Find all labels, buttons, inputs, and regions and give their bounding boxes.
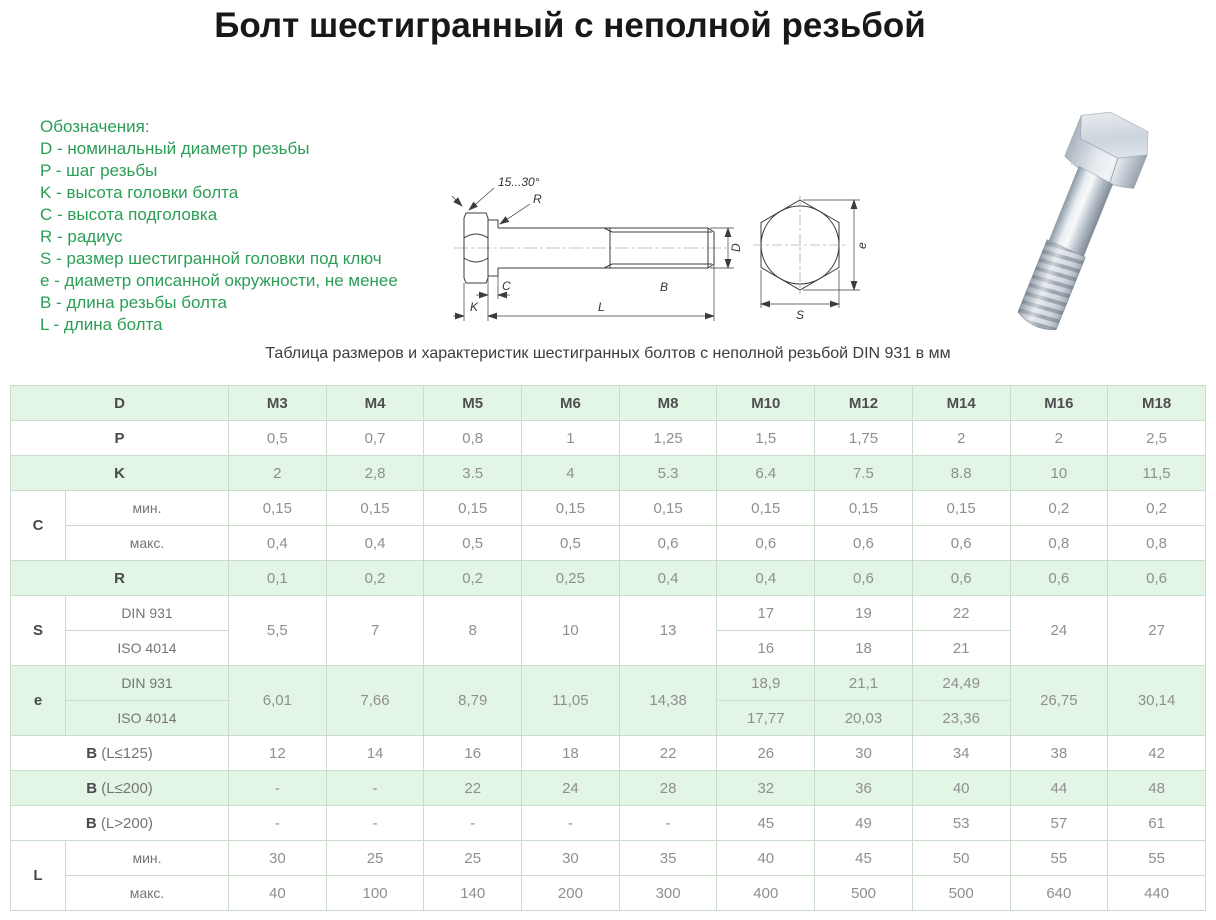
angle-label: 15...30° (498, 175, 540, 189)
value-cell: 0,6 (912, 561, 1010, 596)
column-header-cell: M14 (912, 386, 1010, 421)
value-cell: 25 (326, 841, 424, 876)
value-cell: 0,2 (424, 561, 522, 596)
table-row (11, 456, 1206, 491)
value-cell: 0,5 (229, 421, 327, 456)
legend-line: L - длина болта (40, 315, 163, 334)
value-cell: 21,1 (815, 666, 913, 701)
value-cell: 500 (912, 876, 1010, 911)
legend-line: P - шаг резьбы (40, 161, 158, 180)
value-cell: макс. (66, 876, 229, 911)
value-cell: 11,5 (1108, 456, 1206, 491)
value-cell: 5,5 (229, 596, 327, 666)
value-cell: 0,5 (522, 526, 620, 561)
value-cell: 55 (1010, 841, 1108, 876)
row-label-cell: D (11, 386, 229, 421)
table-row (11, 666, 1206, 701)
value-cell: 44 (1010, 771, 1108, 806)
value-cell: 0,6 (912, 526, 1010, 561)
value-cell: 10 (1010, 456, 1108, 491)
value-cell: 7 (326, 596, 424, 666)
column-header-cell: M6 (522, 386, 620, 421)
value-cell: 440 (1108, 876, 1206, 911)
value-cell: 0,15 (815, 491, 913, 526)
value-cell: 12 (229, 736, 327, 771)
column-header-cell: M4 (326, 386, 424, 421)
column-header-cell: M12 (815, 386, 913, 421)
legend-lines (40, 138, 398, 336)
legend-line: K - высота головки болта (40, 183, 239, 202)
value-cell: 18 (522, 736, 620, 771)
value-cell: DIN 931 (66, 666, 229, 701)
value-cell: 30,14 (1108, 666, 1206, 736)
value-cell: 57 (1010, 806, 1108, 841)
legend (40, 116, 398, 336)
value-cell: 300 (619, 876, 717, 911)
value-cell: - (424, 806, 522, 841)
column-header-cell: M5 (424, 386, 522, 421)
size-table-wrap (10, 385, 1206, 911)
circumscribed-diameter-label: e (855, 242, 869, 249)
size-table-body (11, 386, 1206, 911)
table-row (11, 841, 1206, 876)
value-cell: 40 (717, 841, 815, 876)
value-cell: 0,15 (912, 491, 1010, 526)
table-caption: Таблица размеров и характеристик шестигранных болтов с неполной резьбой DIN 931 в мм (265, 345, 951, 362)
value-cell: 3.5 (424, 456, 522, 491)
value-cell: 0,15 (424, 491, 522, 526)
bolt-length-label: L (598, 300, 605, 314)
value-cell: - (229, 806, 327, 841)
legend-line: e - диаметр описанной окружности, не менее (40, 271, 398, 290)
value-cell: 100 (326, 876, 424, 911)
value-cell: макс. (66, 526, 229, 561)
value-cell: 30 (815, 736, 913, 771)
value-cell: 0,15 (717, 491, 815, 526)
value-cell: 13 (619, 596, 717, 666)
column-header-cell: M3 (229, 386, 327, 421)
value-cell: - (619, 806, 717, 841)
value-cell: 35 (619, 841, 717, 876)
value-cell: 26,75 (1010, 666, 1108, 736)
column-header-cell: M18 (1108, 386, 1206, 421)
value-cell: ISO 4014 (66, 701, 229, 736)
value-cell: 14 (326, 736, 424, 771)
value-cell: 18 (815, 631, 913, 666)
value-cell: 7,66 (326, 666, 424, 736)
value-cell: 5.3 (619, 456, 717, 491)
value-cell: 0,8 (424, 421, 522, 456)
value-cell: - (326, 806, 424, 841)
value-cell: 0,4 (619, 561, 717, 596)
value-cell: 34 (912, 736, 1010, 771)
table-row (11, 561, 1206, 596)
row-label-cell: R (11, 561, 229, 596)
value-cell: мин. (66, 491, 229, 526)
value-cell: 2,5 (1108, 421, 1206, 456)
value-cell: 28 (619, 771, 717, 806)
row-label-cell: e (11, 666, 66, 736)
row-label-cell: P (11, 421, 229, 456)
value-cell: 1,5 (717, 421, 815, 456)
column-header-cell: M16 (1010, 386, 1108, 421)
row-label-cell: B (L≤125) (11, 736, 229, 771)
value-cell: 8.8 (912, 456, 1010, 491)
value-cell: 27 (1108, 596, 1206, 666)
value-cell: DIN 931 (66, 596, 229, 631)
radius-label: R (533, 192, 542, 206)
value-cell: 26 (717, 736, 815, 771)
value-cell: 24 (522, 771, 620, 806)
value-cell: 0,4 (717, 561, 815, 596)
value-cell: 49 (815, 806, 913, 841)
value-cell: 11,05 (522, 666, 620, 736)
value-cell: 40 (229, 876, 327, 911)
value-cell: 2,8 (326, 456, 424, 491)
value-cell: 23,36 (912, 701, 1010, 736)
column-header-cell: M8 (619, 386, 717, 421)
value-cell: 22 (912, 596, 1010, 631)
value-cell: 50 (912, 841, 1010, 876)
value-cell: мин. (66, 841, 229, 876)
value-cell: 21 (912, 631, 1010, 666)
legend-line: B - длина резьбы болта (40, 293, 227, 312)
value-cell: 0,2 (1108, 491, 1206, 526)
value-cell: 1,25 (619, 421, 717, 456)
value-cell: 0,2 (326, 561, 424, 596)
table-row (11, 386, 1206, 421)
value-cell: 22 (619, 736, 717, 771)
value-cell: 22 (424, 771, 522, 806)
value-cell: 10 (522, 596, 620, 666)
row-label-cell: B (L>200) (11, 806, 229, 841)
value-cell: 18,9 (717, 666, 815, 701)
thread-length-label: B (660, 280, 669, 294)
row-label-cell: S (11, 596, 66, 666)
page-title: Болт шестигранный с неполной резьбой (214, 6, 926, 45)
value-cell: 0,8 (1010, 526, 1108, 561)
value-cell: ISO 4014 (66, 631, 229, 666)
value-cell: 0,8 (1108, 526, 1206, 561)
value-cell: 0,4 (229, 526, 327, 561)
value-cell: 48 (1108, 771, 1206, 806)
table-row (11, 596, 1206, 631)
value-cell: 42 (1108, 736, 1206, 771)
row-label-cell: L (11, 841, 66, 911)
value-cell: 45 (717, 806, 815, 841)
size-table (10, 385, 1206, 911)
value-cell: 53 (912, 806, 1010, 841)
value-cell: 6.4 (717, 456, 815, 491)
wrench-size-label: S (796, 308, 805, 322)
value-cell: 8 (424, 596, 522, 666)
value-cell: - (522, 806, 620, 841)
row-label-cell: C (11, 491, 66, 561)
value-cell: 0,1 (229, 561, 327, 596)
value-cell: 0,6 (1108, 561, 1206, 596)
value-cell: 1,75 (815, 421, 913, 456)
bolt-technical-drawing (450, 158, 950, 338)
value-cell: 38 (1010, 736, 1108, 771)
value-cell: 0,6 (1010, 561, 1108, 596)
legend-line: R - радиус (40, 227, 123, 246)
legend-line: S - размер шестигранной головки под ключ (40, 249, 382, 268)
table-row (11, 491, 1206, 526)
head-height-label: K (470, 300, 479, 314)
row-label-cell: B (L≤200) (11, 771, 229, 806)
value-cell: 36 (815, 771, 913, 806)
value-cell: 45 (815, 841, 913, 876)
table-row (11, 421, 1206, 456)
value-cell: 19 (815, 596, 913, 631)
value-cell: 1 (522, 421, 620, 456)
value-cell: 0,25 (522, 561, 620, 596)
washer-height-label: C (502, 279, 511, 293)
value-cell: 640 (1010, 876, 1108, 911)
value-cell: 14,38 (619, 666, 717, 736)
value-cell: 6,01 (229, 666, 327, 736)
table-row (11, 526, 1206, 561)
table-row (11, 771, 1206, 806)
value-cell: 30 (229, 841, 327, 876)
value-cell: 25 (424, 841, 522, 876)
value-cell: 24,49 (912, 666, 1010, 701)
legend-heading: Обозначения: (40, 117, 150, 136)
value-cell: 0,15 (326, 491, 424, 526)
value-cell: 0,7 (326, 421, 424, 456)
value-cell: 2 (912, 421, 1010, 456)
value-cell: 16 (717, 631, 815, 666)
value-cell: 24 (1010, 596, 1108, 666)
table-row (11, 806, 1206, 841)
value-cell: 32 (717, 771, 815, 806)
value-cell: - (326, 771, 424, 806)
value-cell: 0,6 (619, 526, 717, 561)
value-cell: 20,03 (815, 701, 913, 736)
value-cell: 17 (717, 596, 815, 631)
table-row (11, 876, 1206, 911)
value-cell: 8,79 (424, 666, 522, 736)
value-cell: 2 (229, 456, 327, 491)
value-cell: 16 (424, 736, 522, 771)
value-cell: 55 (1108, 841, 1206, 876)
value-cell: 4 (522, 456, 620, 491)
value-cell: - (229, 771, 327, 806)
value-cell: 30 (522, 841, 620, 876)
bolt-photo (948, 86, 1210, 348)
value-cell: 0,2 (1010, 491, 1108, 526)
value-cell: 7.5 (815, 456, 913, 491)
value-cell: 200 (522, 876, 620, 911)
value-cell: 400 (717, 876, 815, 911)
table-row (11, 736, 1206, 771)
value-cell: 500 (815, 876, 913, 911)
legend-line: C - высота подголовка (40, 205, 218, 224)
value-cell: 0,6 (815, 526, 913, 561)
value-cell: 0,15 (522, 491, 620, 526)
value-cell: 0,6 (815, 561, 913, 596)
value-cell: 17,77 (717, 701, 815, 736)
value-cell: 0,15 (229, 491, 327, 526)
value-cell: 2 (1010, 421, 1108, 456)
value-cell: 0,5 (424, 526, 522, 561)
value-cell: 0,15 (619, 491, 717, 526)
legend-line: D - номинальный диаметр резьбы (40, 139, 310, 158)
value-cell: 40 (912, 771, 1010, 806)
column-header-cell: M10 (717, 386, 815, 421)
value-cell: 0,6 (717, 526, 815, 561)
value-cell: 61 (1108, 806, 1206, 841)
value-cell: 0,4 (326, 526, 424, 561)
row-label-cell: K (11, 456, 229, 491)
value-cell: 140 (424, 876, 522, 911)
diameter-label: D (729, 243, 743, 252)
